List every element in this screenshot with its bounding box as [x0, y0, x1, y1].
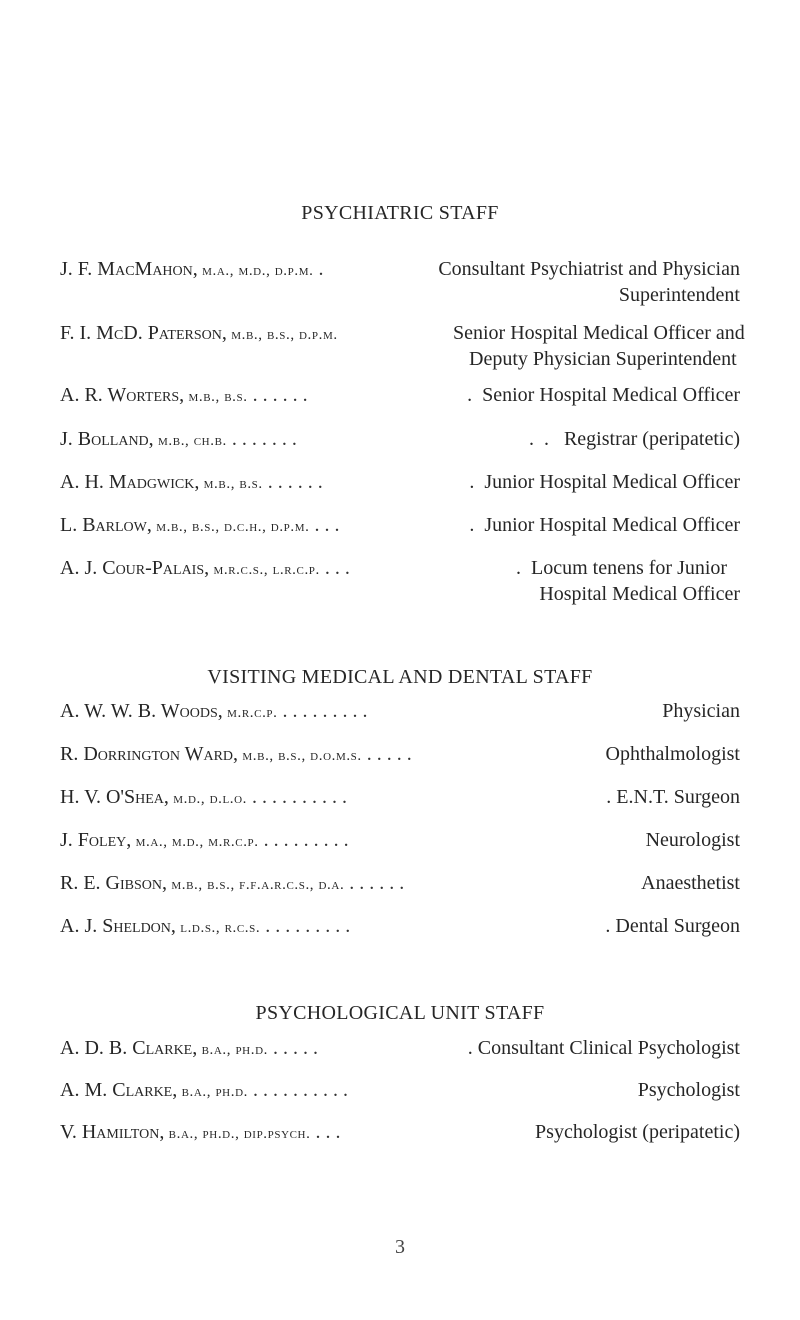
staff-role: . Junior Hospital Medical Officer [469, 514, 740, 536]
staff-role: Physician [662, 700, 740, 722]
staff-role: Psychologist [637, 1079, 740, 1101]
staff-role-continued: Superintendent [618, 284, 740, 306]
staff-role: . . Registrar (peripatetic) [528, 428, 740, 450]
staff-role-continued: Deputy Physician Superintendent [469, 348, 737, 370]
staff-role: . Senior Hospital Medical Officer [467, 384, 740, 406]
staff-name: A. H. Madgwick, m.b., b.s. . . . . . . [60, 471, 323, 493]
staff-role: . Locum tenens for Junior [516, 557, 728, 579]
staff-role: Neurologist [645, 829, 740, 851]
staff-name: V. Hamilton, b.a., ph.d., dip.psych. . . . [60, 1121, 341, 1143]
staff-name: J. Foley, m.a., m.d., m.r.c.p. . . . . . . . . . [60, 829, 349, 851]
staff-name: F. I. McD. Paterson, m.b., b.s., d.p.m. [60, 322, 338, 344]
staff-name: A. J. Sheldon, l.d.s., r.c.s. . . . . . . . . . [60, 915, 351, 937]
staff-role: Consultant Psychiatrist and Physician [438, 258, 740, 280]
staff-role-continued: Hospital Medical Officer [539, 583, 740, 605]
staff-name: R. Dorrington Ward, m.b., b.s., d.o.m.s. . . . . . [60, 743, 412, 765]
staff-role: . Junior Hospital Medical Officer [469, 471, 740, 493]
staff-name: A. M. Clarke, b.a., ph.d. . . . . . . . . . . [60, 1079, 348, 1101]
section-heading-psychological: PSYCHOLOGICAL UNIT STAFF [255, 1002, 545, 1024]
staff-name: R. E. Gibson, m.b., b.s., f.f.a.r.c.s., d.a. . . . . . . [60, 872, 405, 894]
staff-role: . Dental Surgeon [605, 915, 740, 937]
section-heading-psychiatric: PSYCHIATRIC STAFF [301, 202, 499, 224]
staff-role: Senior Hospital Medical Officer and [453, 322, 745, 344]
staff-role: Ophthalmologist [605, 743, 740, 765]
staff-name: A. J. Cour-Palais, m.r.c.s., l.r.c.p. . . . [60, 557, 350, 579]
staff-role: Anaesthetist [641, 872, 740, 894]
staff-name: A. R. Worters, m.b., b.s. . . . . . . [60, 384, 308, 406]
staff-role: Psychologist (peripatetic) [535, 1121, 740, 1143]
staff-name: A. D. B. Clarke, b.a., ph.d. . . . . . [60, 1037, 318, 1059]
staff-name: L. Barlow, m.b., b.s., d.c.h., d.p.m. . . . [60, 514, 340, 536]
staff-name: J. Bolland, m.b., ch.b. . . . . . . . [60, 428, 297, 450]
section-heading-visiting: VISITING MEDICAL AND DENTAL STAFF [207, 666, 593, 688]
page-number: 3 [395, 1236, 405, 1258]
staff-name: J. F. MacMahon, m.a., m.d., d.p.m. . [60, 258, 324, 280]
staff-name: H. V. O'Shea, m.d., d.l.o. . . . . . . . . . . [60, 786, 348, 808]
staff-name: A. W. W. B. Woods, m.r.c.p. . . . . . . . . . [60, 700, 368, 722]
staff-role: . Consultant Clinical Psychologist [467, 1037, 740, 1059]
staff-role: . E.N.T. Surgeon [606, 786, 740, 808]
